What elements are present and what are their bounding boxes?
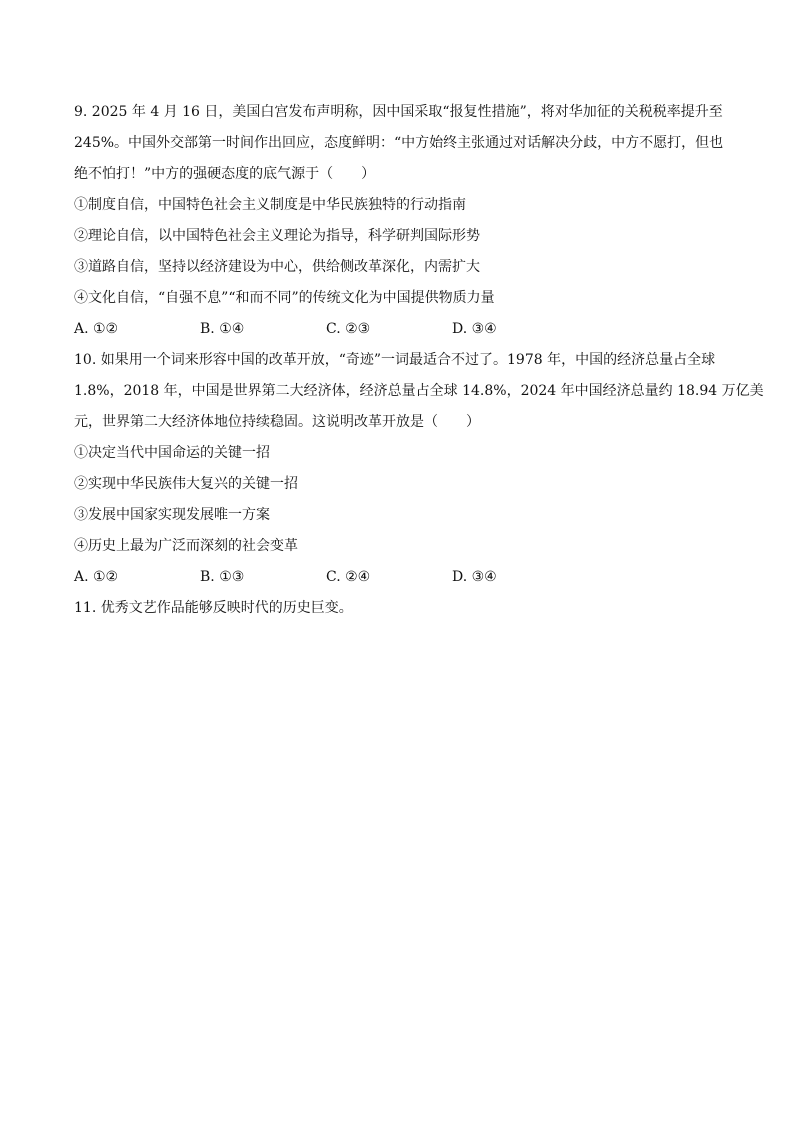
question-9-option-a[interactable]: A. ①②: [74, 321, 119, 337]
question-9: [74, 102, 726, 350]
question-10-option-d[interactable]: D. ③④: [452, 569, 497, 585]
question-10-statement-2: ②实现中华民族伟大复兴的关键一招: [74, 476, 298, 492]
question-9-stem-line-3: 绝不怕打！”中方的强硬态度的底气源于（ ）: [74, 166, 376, 182]
question-9-stem-line-1: 9. 2025 年 4 月 16 日，美国白宫发布声明称，因中国采取“报复性措施”，将对华加征的关税税率提升至: [74, 104, 723, 120]
question-9-option-b[interactable]: B. ①④: [200, 321, 245, 337]
question-9-statement-1: ①制度自信，中国特色社会主义制度是中华民族独特的行动指南: [74, 197, 466, 213]
question-9-statement-2: ②理论自信，以中国特色社会主义理论为指导，科学研判国际形势: [74, 228, 480, 244]
question-10-option-c[interactable]: C. ②④: [326, 569, 371, 585]
question-10-statement-3: ③发展中国家实现发展唯一方案: [74, 507, 270, 523]
question-9-option-d[interactable]: D. ③④: [452, 321, 497, 337]
question-10-stem-line-1: 10. 如果用一个词来形容中国的改革开放，“奇迹”一词最适合不过了。1978 年，中国的经济总量占全球: [74, 352, 716, 368]
question-9-option-c[interactable]: C. ②③: [326, 321, 371, 337]
question-9-stem-line-2: 245%。中国外交部第一时间作出回应，态度鲜明：“中方始终主张通过对话解决分歧，中方不愿打，但也: [74, 135, 724, 151]
question-11-stem-line-1: 11. 优秀文艺作品能够反映时代的历史巨变。: [74, 600, 353, 616]
question-9-statement-3: ③道路自信，坚持以经济建设为中心，供给侧改革深化，内需扩大: [74, 259, 480, 275]
question-10-statement-1: ①决定当代中国命运的关键一招: [74, 445, 270, 461]
question-10-option-a[interactable]: A. ①②: [74, 569, 119, 585]
question-10-options: [74, 567, 726, 598]
question-10-stem-line-3: 元，世界第二大经济体地位持续稳固。这说明改革开放是（ ）: [74, 414, 480, 430]
question-10: [74, 350, 764, 598]
question-10-option-b[interactable]: B. ①③: [200, 569, 245, 585]
question-10-statement-4: ④历史上最为广泛而深刻的社会变革: [74, 538, 298, 554]
question-11: [74, 598, 726, 629]
question-9-options: [74, 319, 726, 350]
question-10-stem-line-2: 1.8%，2018 年，中国是世界第二大经济体，经济总量占全球 14.8%，2024 年中国经济总量约 18.94 万亿美: [74, 383, 764, 399]
question-content: [74, 102, 764, 629]
question-9-statement-4: ④文化自信，“自强不息”“和而不同”的传统文化为中国提供物质力量: [74, 290, 495, 306]
